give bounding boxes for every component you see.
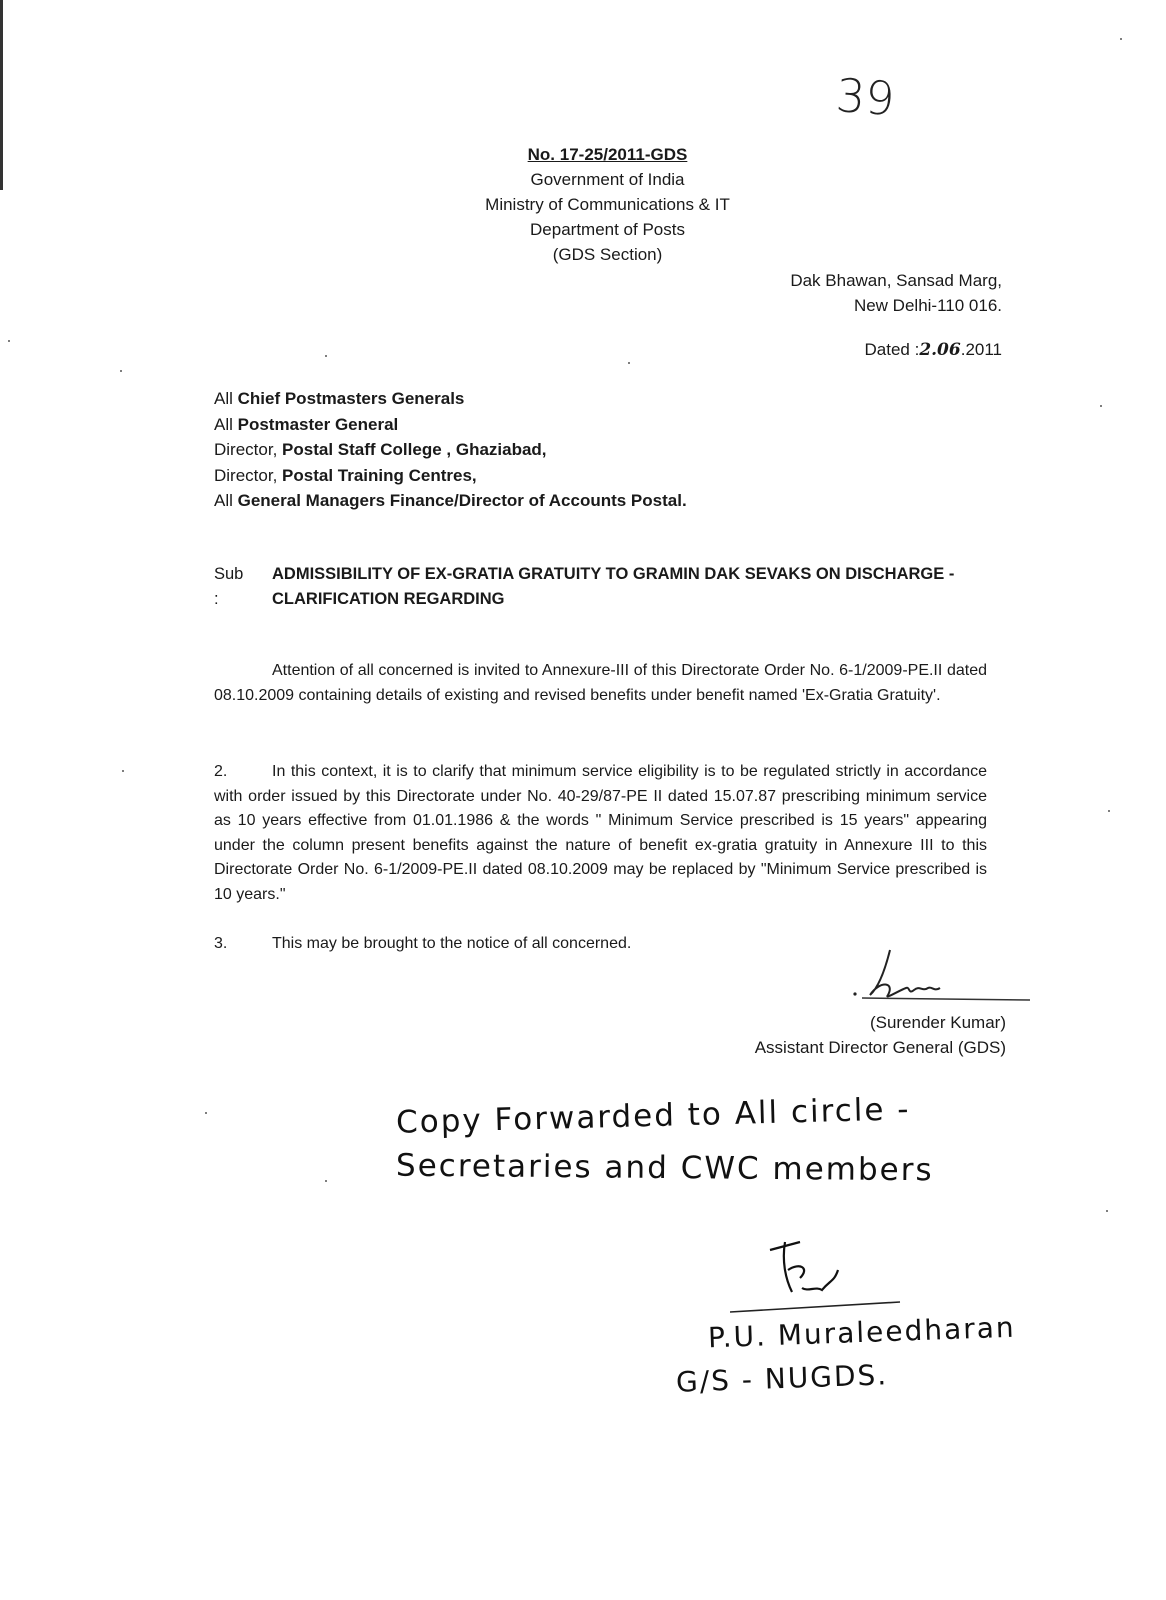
recipient: Director, Postal Training Centres, (214, 465, 477, 485)
header-line: (GDS Section) (552, 245, 663, 264)
date-line (865, 340, 1003, 360)
scan-speck (8, 340, 10, 342)
paragraph-text: This may be brought to the notice of all concerned. (272, 935, 632, 952)
paragraph-number: 2. (214, 763, 228, 780)
recipient: All Chief Postmasters Generals (214, 389, 465, 408)
date-label: Dated : (864, 340, 920, 359)
scan-speck (205, 1112, 207, 1114)
paragraph-1: Attention of all concerned is invited to Annexure-III of this Directorate Order No. 6-1/2009-PE.II dated 08.10.2009 containing details of existing and revised benefits under benefit named 'Ex-Gratia Gratuity'. (214, 662, 987, 704)
signatory-name: (Surender Kumar) (869, 1013, 1006, 1032)
signature-surender-kumar (840, 940, 1030, 1010)
date-handwritten: 2.06 (919, 340, 961, 360)
file-number: No. 17-25/2011-GDS (527, 145, 688, 164)
scan-speck (1106, 1210, 1108, 1212)
handwritten-note-line-1: Copy Forwarded to All circle - (395, 1091, 911, 1141)
scan-speck (1100, 405, 1102, 407)
address-line: New Delhi-110 016. (853, 296, 1002, 315)
scan-speck (1108, 810, 1110, 812)
recipient: All Postmaster General (214, 414, 399, 434)
paragraph-2 (214, 760, 987, 907)
signatory-block (755, 1010, 1006, 1060)
paragraph-number: 3. (214, 935, 228, 952)
handwritten-name: P.U. Muraleedharan (707, 1310, 1017, 1355)
paragraph-text: In this context, it is to clarify that minimum service eligibility is to be regulated strictly in accordance with order issued by this Directorate under No. 40-29/87-PE II dated 15.07.87 prescribing minimum service as 10 years effective from 01.01.1986 & the words " Minimum Service prescribed is 15 years" appearing under the column present benefits against the nature of benefit ex-gratia gratuity in Annexure III to this Directorate Order No. 6-1/2009-PE.II dated 08.10.2009 may be replaced by "Minimum Service prescribed is 10 years." (214, 763, 987, 903)
handwritten-designation: G/S - NUGDS. (675, 1358, 889, 1399)
recipient: All General Managers Finance/Director of Accounts Postal. (214, 491, 687, 510)
scan-speck (122, 770, 124, 772)
header-line: Government of India (530, 170, 685, 189)
header-line: Ministry of Communications & IT (485, 195, 730, 214)
handwritten-note-line-2: Secretaries and CWC members (395, 1147, 934, 1189)
address-line: Dak Bhawan, Sansad Marg, (790, 271, 1002, 290)
header-line: Department of Posts (530, 220, 685, 239)
recipient-list (214, 386, 687, 514)
scan-speck (1120, 38, 1122, 40)
scan-speck (120, 370, 122, 372)
sender-address (790, 268, 1002, 318)
scan-edge (0, 0, 3, 190)
signature-muraleedharan (730, 1230, 910, 1320)
scan-speck (325, 355, 327, 357)
signatory-designation: Assistant Director General (GDS) (754, 1038, 1006, 1057)
scan-speck (628, 362, 630, 364)
page-number: 39 (834, 68, 897, 126)
recipient: Director, Postal Staff College , Ghaziabad, (214, 440, 547, 459)
letter-header (440, 142, 775, 267)
subject-text: ADMISSIBILITY OF EX-GRATIA GRATUITY TO GRAMIN DAK SEVAKS ON DISCHARGE - CLARIFICATION REGARDING (272, 565, 955, 608)
scan-speck (325, 1180, 327, 1182)
subject-label: Sub : (214, 565, 244, 608)
date-year: .2011 (960, 340, 1002, 359)
